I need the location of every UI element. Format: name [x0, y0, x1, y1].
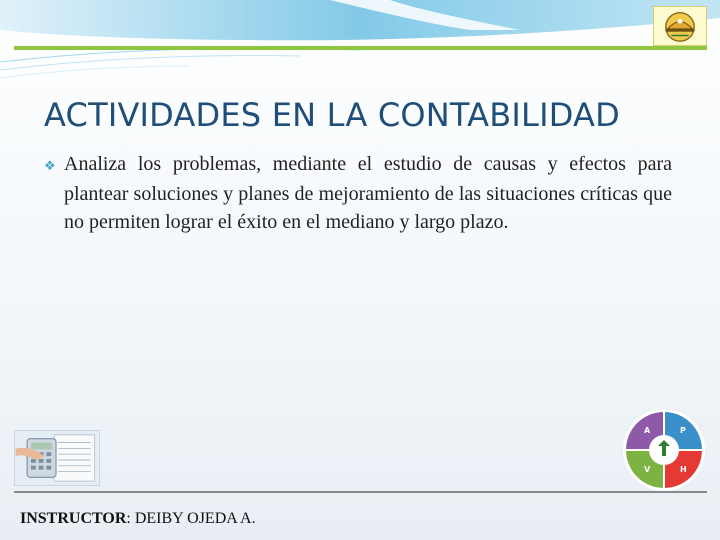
cycle-letter-h: H: [680, 465, 687, 474]
cycle-letter-p: P: [680, 426, 686, 435]
bullet-icon: ❖: [44, 158, 56, 173]
bullet-text: Analiza los problemas, mediante el estudio de causas y efectos para plantear soluciones y planes de mejoramiento de las situaciones críticas que no permiten lograr el éxito en el mediano y largo plazo.: [64, 153, 672, 233]
instructor-label: INSTRUCTOR: [20, 510, 127, 527]
pdca-cycle: [622, 408, 706, 492]
slide-title: ACTIVIDADES EN LA CONTABILIDAD: [44, 96, 620, 134]
instructor-footer: [20, 510, 256, 528]
body-text: [44, 150, 672, 236]
cycle-letter-v: V: [644, 465, 651, 474]
calculator-photo: [14, 430, 100, 486]
pdca-cycle-icon: [622, 408, 706, 492]
logo-icon: [654, 7, 706, 45]
footer-divider: [14, 491, 707, 493]
cycle-letter-a: A: [644, 426, 651, 435]
header-swoosh: [0, 0, 720, 95]
bullet-paragraph: [44, 150, 672, 236]
logo: [653, 6, 707, 46]
instructor-name: : DEIBY OJEDA A.: [126, 510, 256, 527]
calculator-photo-icon: [15, 431, 99, 485]
